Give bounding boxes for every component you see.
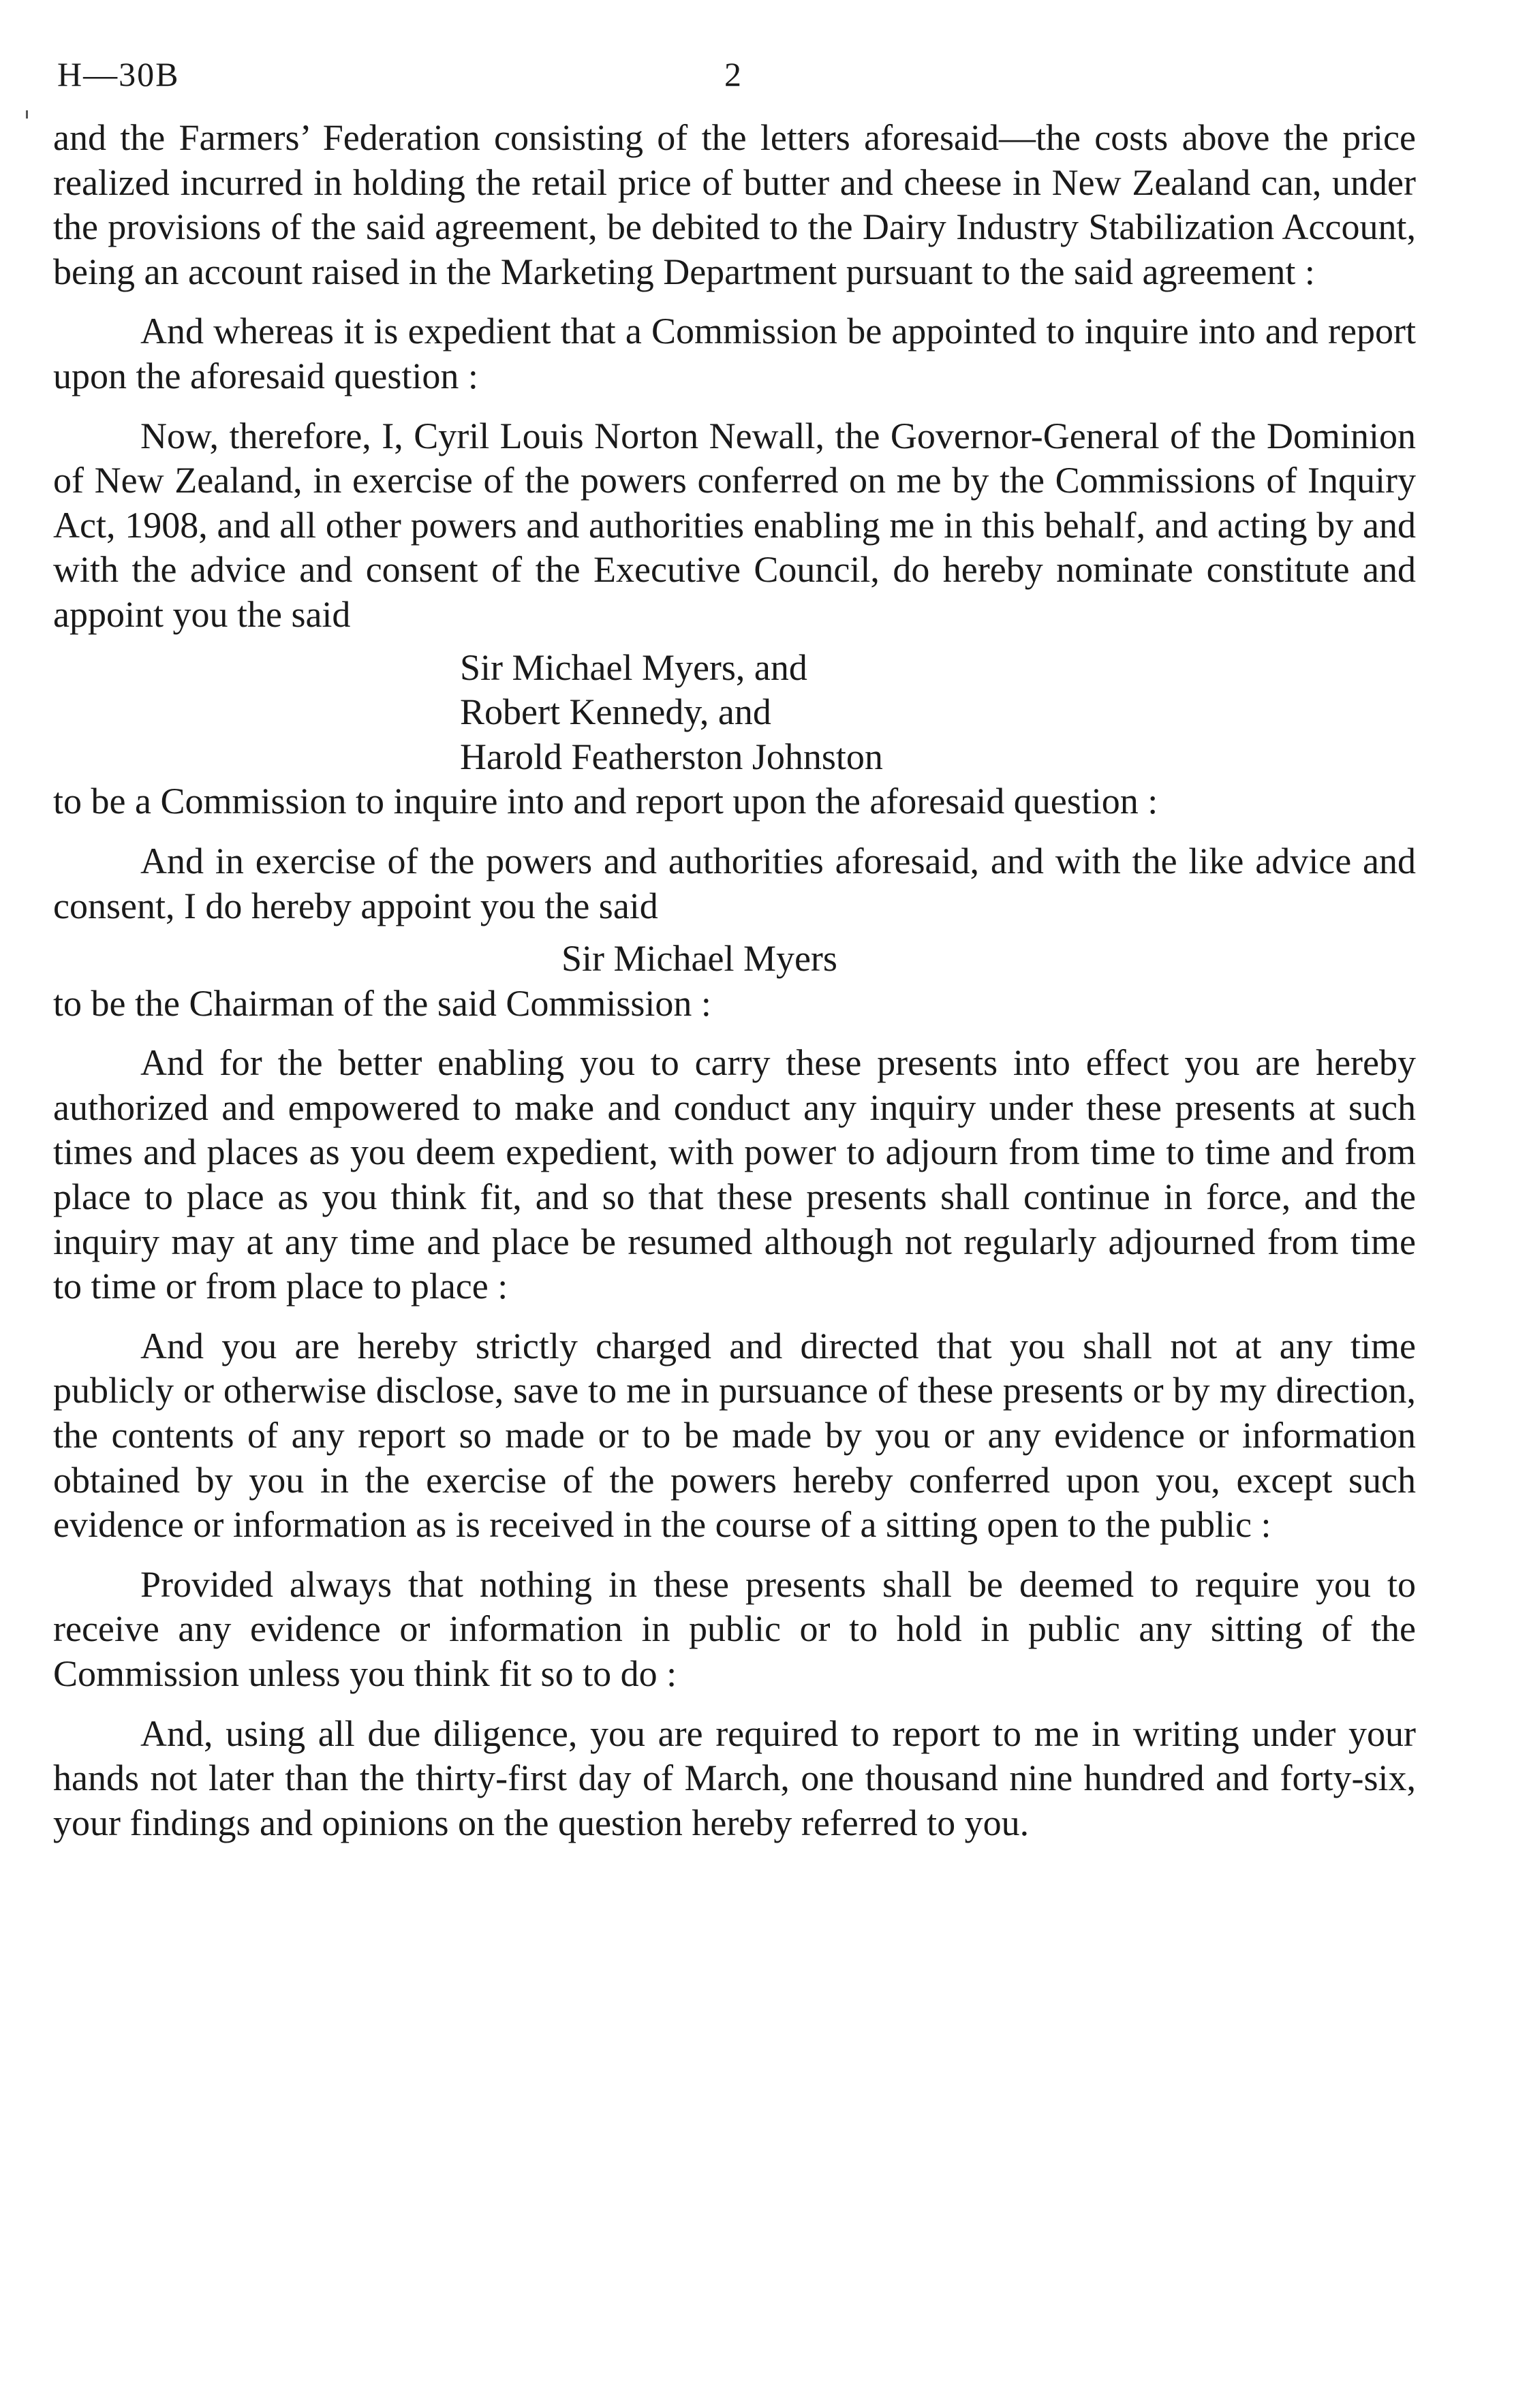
page-number: 2 xyxy=(724,55,741,93)
commissioner-name: Harold Featherston Johnston xyxy=(460,736,883,777)
paragraph-whereas: And whereas it is expedient that a Commission be appointed to inquire into and report upon the aforesaid question : xyxy=(53,311,1416,396)
document-reference: H—30B xyxy=(57,55,180,93)
margin-mark xyxy=(26,110,28,119)
commissioner-name: Robert Kennedy, and xyxy=(460,691,771,733)
paragraph-proviso: Provided always that nothing in these presents shall be deemed to require you to receive any evidence or information in public or to hold in public any sitting of the Commission unless you think fit so to do : xyxy=(53,1563,1416,1694)
paragraph-continuation: and the Farmers’ Federation consisting of the letters aforesaid—the costs above the price realized incurred in holding the retail price of butter and cheese in New Zealand can, under the provisions of the said agreement, be debited to the Dairy Industry Stabilization Account, being an account raised in the Marketing Department pursuant to the said agreement : xyxy=(53,117,1416,292)
paragraph-powers: And for the better enabling you to carry these presents into effect you are hereby authorized and empowered to make and conduct any inquiry under these presents at such times and places as you deem expedient, with power to adjourn from time to time and from place to place as you think fit, and so that these presents shall continue in force, and the inquiry may at any time and place be resumed although not regularly adjourned from time to time or from place to place : xyxy=(53,1042,1416,1307)
commissioner-name: Sir Michael Myers, and xyxy=(460,646,807,688)
document-page xyxy=(53,41,1416,1860)
document-body xyxy=(53,116,1416,1845)
paragraph-report: And, using all due diligence, you are required to report to me in writing under your hands not later than the thirty-first day of March, one thousand nine hundred and forty-six, your findings and opinions on the question hereby referred to you. xyxy=(53,1713,1416,1843)
page-header xyxy=(53,41,1416,116)
paragraph-appointment-tail: to be a Commission to inquire into and report upon the aforesaid question : xyxy=(53,781,1158,822)
paragraph-confidentiality: And you are hereby strictly charged and directed that you shall not at any time publicly or otherwise disclose, save to me in pursuance of these presents or by my direction, the contents of any report so made or to be made by you or any evidence or information obtained by you in the exercise of the powers hereby conferred upon you, except such evidence or information as is received in the course of a sitting open to the public : xyxy=(53,1325,1416,1546)
paragraph-chairman-tail: to be the Chairman of the said Commission : xyxy=(53,982,711,1024)
commissioner-list xyxy=(53,646,1416,780)
paragraph-appointment: Now, therefore, I, Cyril Louis Norton Newall, the Governor-General of the Dominion of New Zealand, in exercise of the powers conferred on me by the Commissions of Inquiry Act, 1908, and all other powers and authorities enabling me in this behalf, and acting by and with the advice and consent of the Executive Council, do hereby nominate constitute and appoint you the said xyxy=(53,415,1416,635)
chairman-name: Sir Michael Myers xyxy=(561,938,837,980)
paragraph-chairman: And in exercise of the powers and authorities aforesaid, and with the like advice and consent, I do hereby appoint you the said xyxy=(53,840,1416,926)
